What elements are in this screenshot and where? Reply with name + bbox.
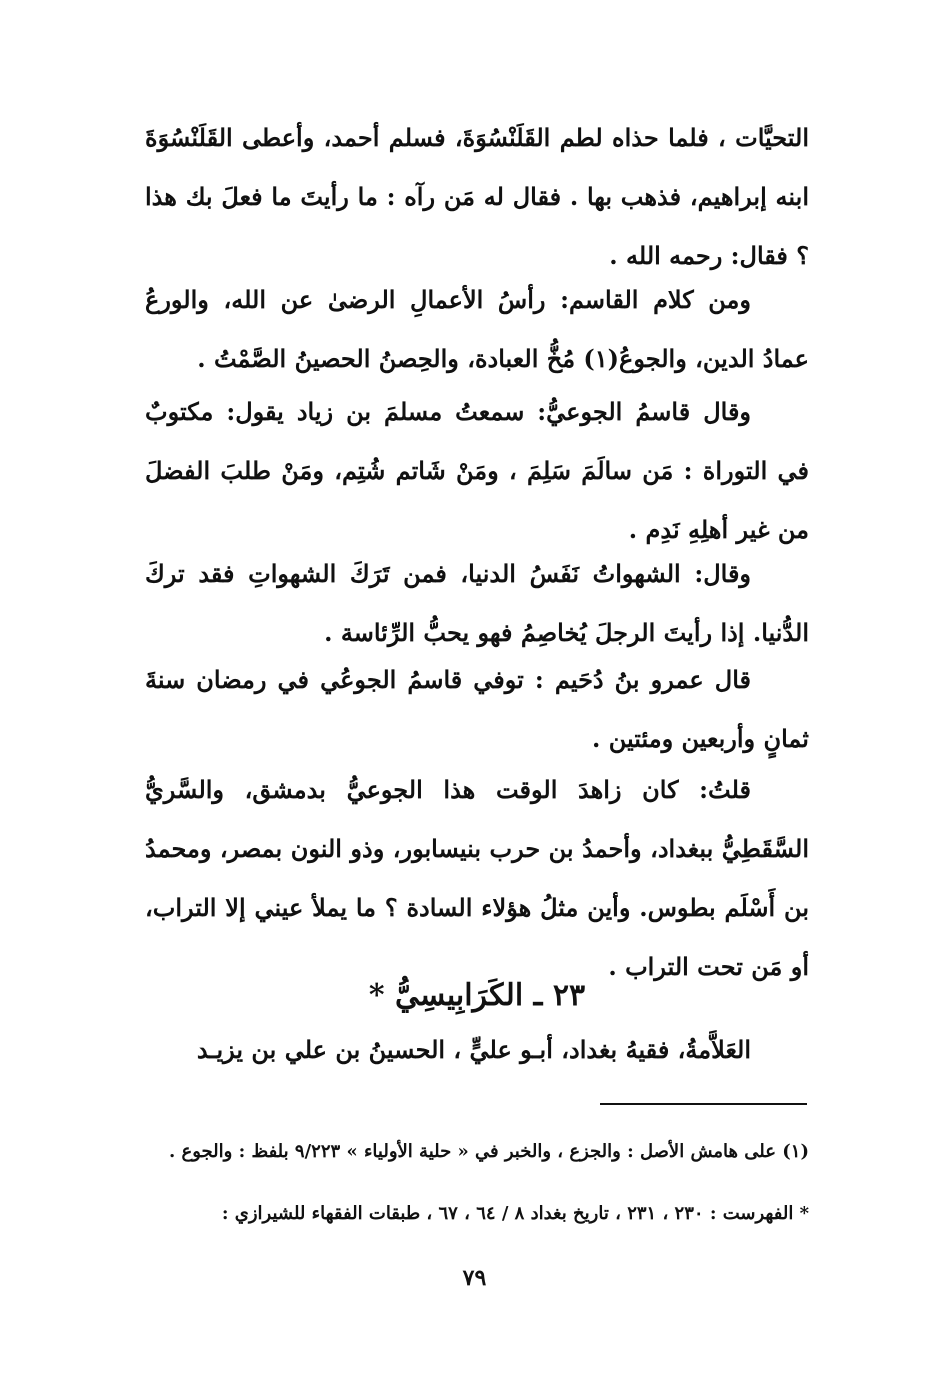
paragraph-7: العَلاَّمةُ، فقيهُ بغداد، أبـو عليٍّ ، الحسينُ بن علي بن يزيـد xyxy=(196,1035,751,1064)
section-heading: ٢٣ ـ الكَرَابِيسِيُّ * xyxy=(368,978,586,1013)
paragraph-2: ومن كلام القاسم: رأسُ الأعمالِ الرضىٰ عن الله، والورعُ عمادُ الدين، والجوعُ(١) مُخُّ العبادة، والحِصنُ الحصينُ الصَّمْتُ . xyxy=(145,285,809,373)
paragraph-1: التحيَّات ، فلما حذاه لطم القَلَنْسُوَةَ، فسلم أحمد، وأعطى القَلَنْسُوَةَ ابنه إبراهيم، فذهب بها . فقال له مَن رآه : ما رأيتَ ما فعلَ بك هذا ؟ فقال: رحمه الله . xyxy=(145,123,809,270)
paragraph-4: وقال: الشهواتُ نَفَسُ الدنيا، فمن تَرَكَ الشهواتِ فقد تركَ الدُّنيا. إذا رأيتَ الرجلَ يُخاصِمُ فهو يحبُّ الرِّئاسة . xyxy=(145,559,809,647)
footnote-divider xyxy=(600,1103,807,1105)
page-number: ٧٩ xyxy=(462,1265,487,1291)
paragraph-5: قال عمرو بنُ دُحَيم : توفي قاسمُ الجوعُي في رمضان سنةَ ثمانٍ وأربعين ومئتين . xyxy=(145,665,809,753)
footnote-1: (١) على هامش الأصل : والجزع ، والخبر في « حلية الأولياء » ٩/٢٢٣ بلفظ : والجوع . xyxy=(168,1141,809,1162)
paragraph-6: قلتُ: كان زاهدَ الوقت هذا الجوعيُّ بدمشق، والسَّريُّ السَّقَطِيُّ ببغداد، وأحمدُ بن حرب بنيسابور، وذو النون بمصر، ومحمدُ بن أَسْلَم بطوس. وأين مثلُ هؤلاء السادة ؟ ما يملأ عيني إلا التراب، أو مَن تحت التراب . xyxy=(145,775,809,981)
paragraph-3: وقال قاسمُ الجوعيُّ: سمعتُ مسلمَ بن زياد يقول: مكتوبٌ في التوراة : مَن سالَمَ سَلِمَ ، ومَنْ شَاتم شُتِم، ومَنْ طلبَ الفضلَ من غير أهلِهِ نَدِم . xyxy=(145,397,809,544)
footnote-2: * الفهرست : ٢٣٠ ، ٢٣١ ، تاريخ بغداد ٨ / ٦٤ ، ٦٧ ، طبقات الفقهاء للشيرازي : xyxy=(221,1203,809,1224)
